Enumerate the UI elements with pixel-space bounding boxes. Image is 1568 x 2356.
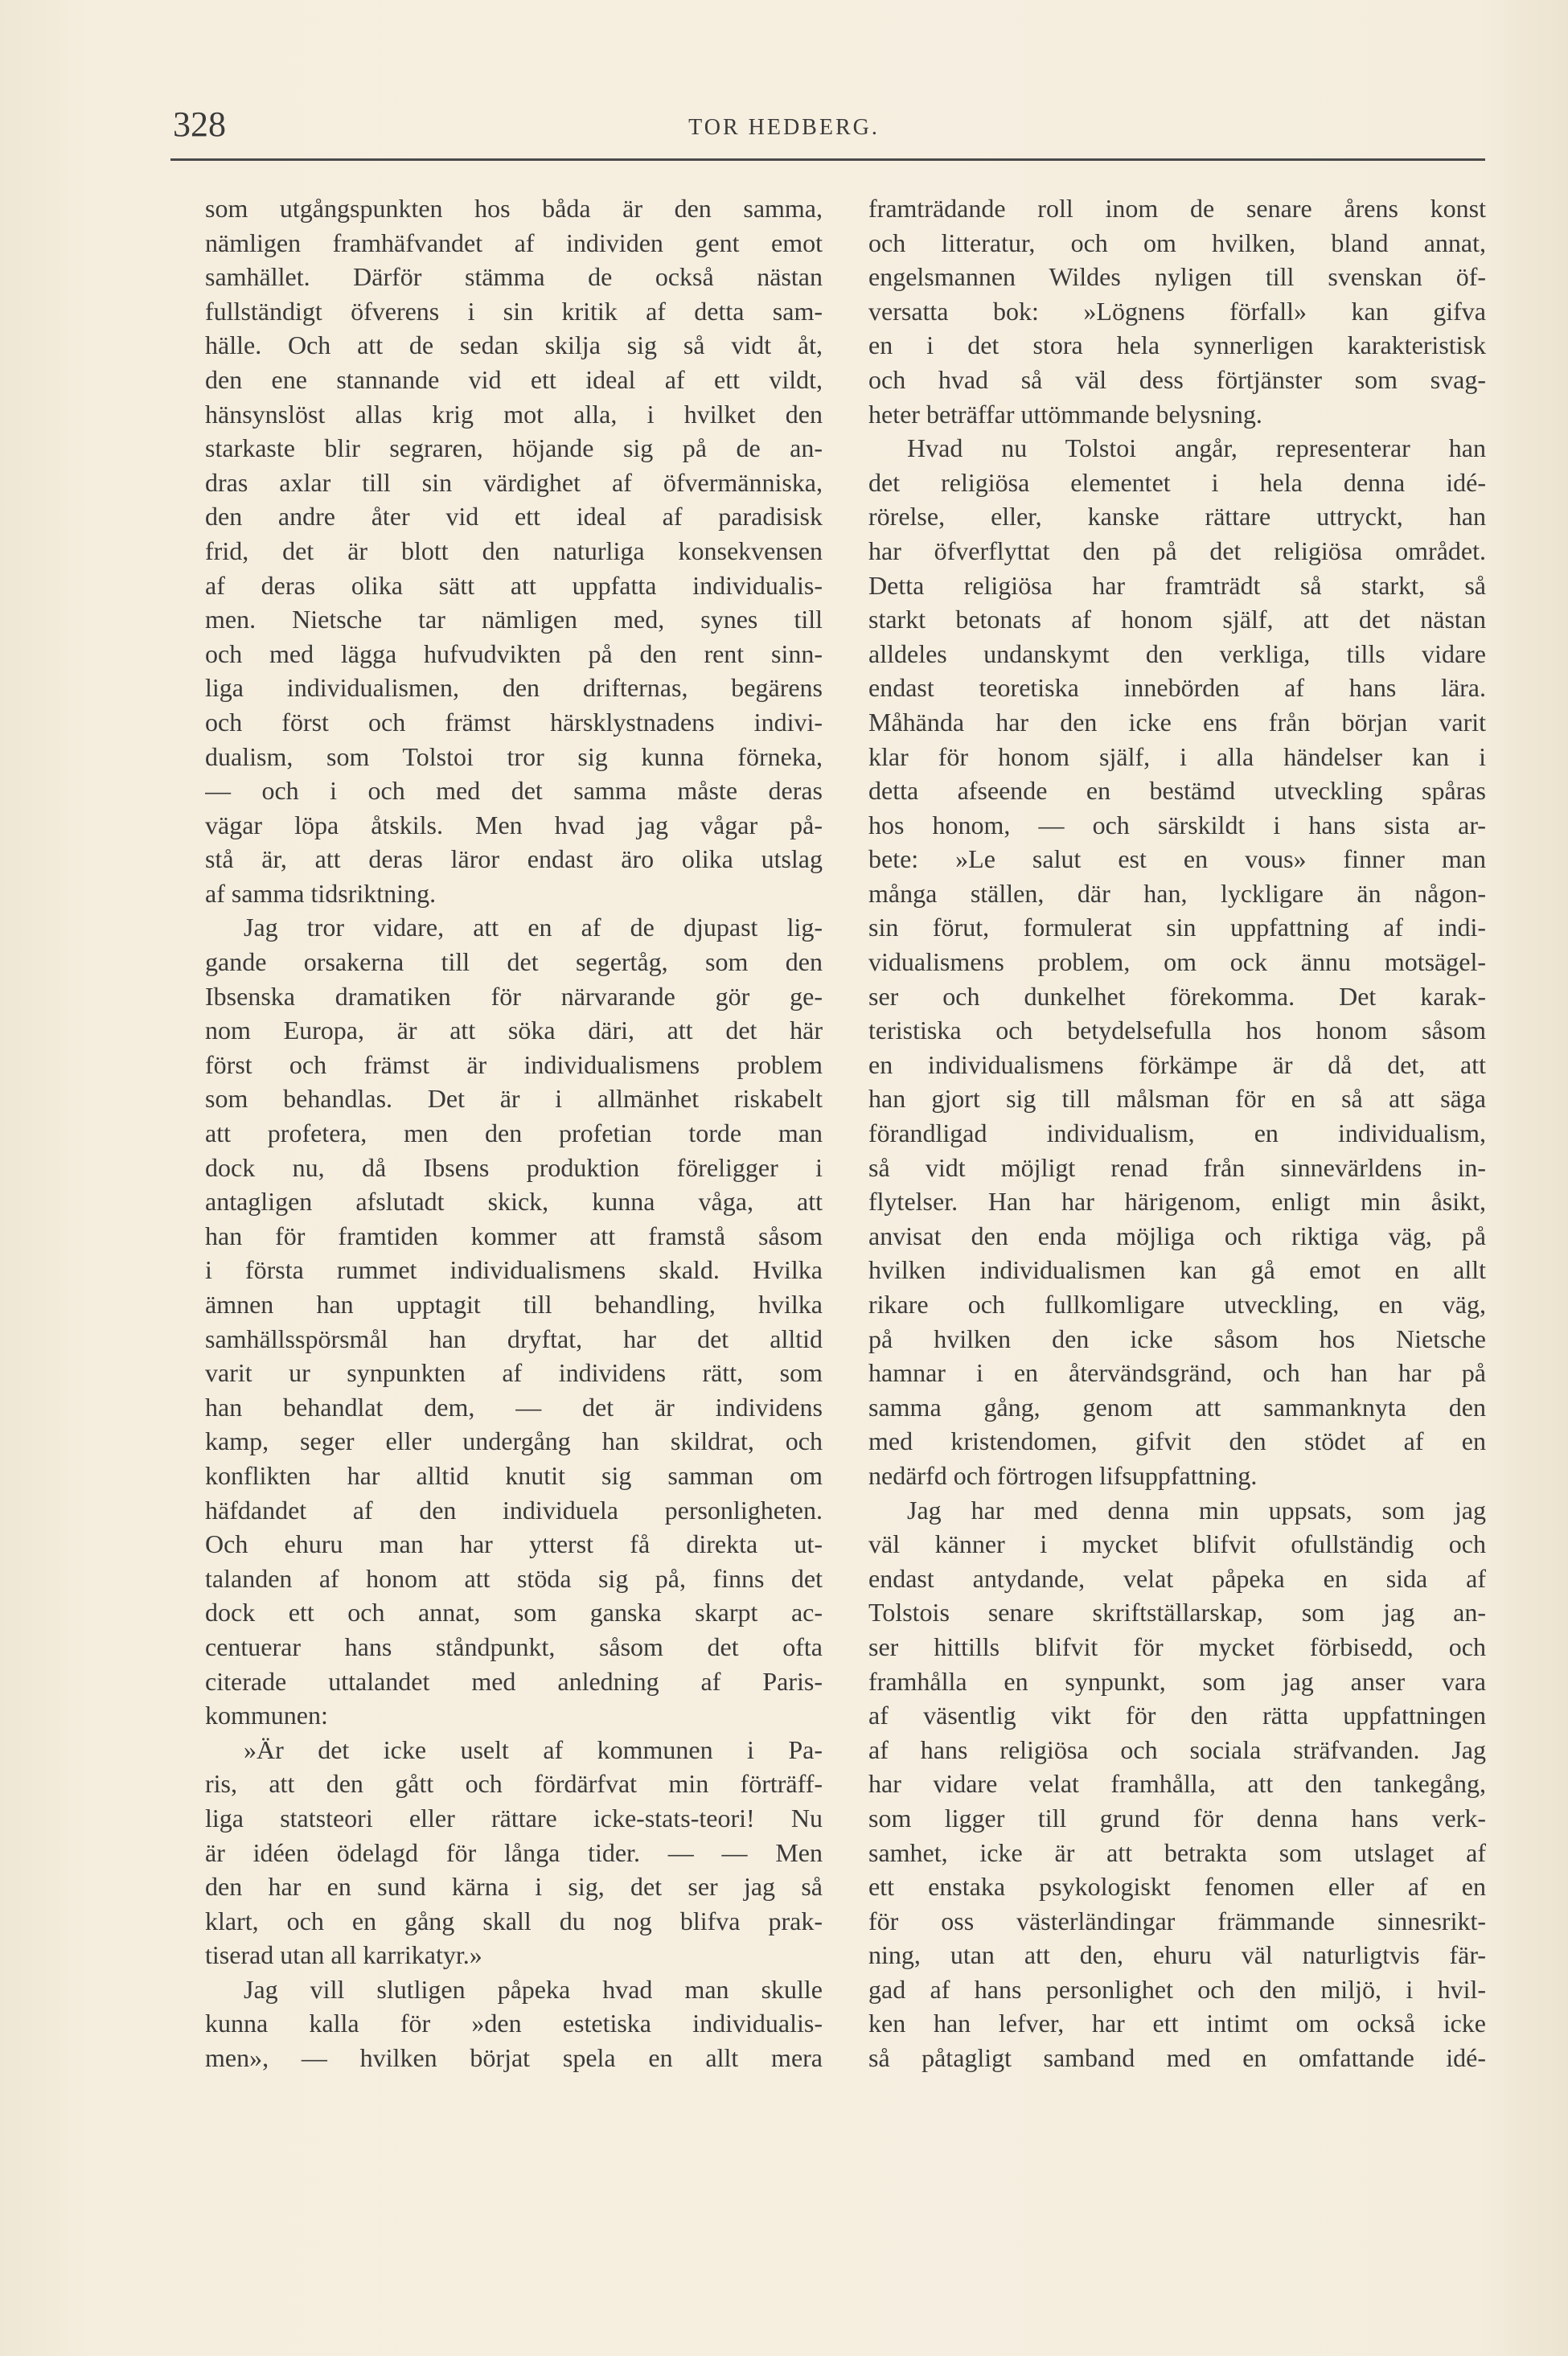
text-line: af deras olika sätt att uppfatta individualis-: [205, 570, 823, 600]
page-number: 328: [173, 105, 226, 144]
text-line: klar för honom själf, i alla händelser kan i: [868, 741, 1486, 771]
text-line: samhet, icke är att betrakta som utslaget af: [868, 1837, 1486, 1867]
text-line: Jag har med denna min uppsats, som jag: [907, 1495, 1486, 1525]
text-line: starkt betonats af honom själf, att det nästan: [868, 605, 1486, 634]
text-line: ämnen han upptagit till behandling, hvilka: [205, 1290, 823, 1319]
text-line: kunna kalla för »den estetiska individualis-: [205, 2009, 823, 2038]
text-line: väl känner i mycket blifvit ofullständig och: [868, 1529, 1486, 1559]
text-line: har öfverflyttat den på det religiösa området.: [868, 536, 1486, 565]
text-line: ris, att den gått och fördärfvat min förträff-: [205, 1769, 823, 1799]
text-line: starkaste blir segraren, höjande sig på de an-: [205, 433, 823, 463]
text-line: samma gång, genom att sammanknyta den: [868, 1392, 1486, 1422]
text-line: hamnar i en återvändsgränd, och han har på: [868, 1358, 1486, 1388]
text-line: han gjort sig till målsman för en så att säga: [868, 1084, 1486, 1114]
text-line: Jag vill slutligen påpeka hvad man skulle: [244, 1974, 823, 2004]
text-line: nom Europa, är att söka däri, att det här: [205, 1016, 823, 1045]
text-line: en individualismens förkämpe är då det, att: [868, 1049, 1486, 1079]
text-line: hälle. Och att de sedan skilja sig så vidt åt,: [205, 330, 823, 360]
text-line: den andre åter vid ett ideal af paradisisk: [205, 502, 823, 532]
text-line: engelsmannen Wildes nyligen till svenskan öf-: [868, 262, 1486, 292]
text-line: vidualismens problem, om ock ännu motsägel-: [868, 947, 1486, 977]
text-line: »Är det icke uselt af kommunen i Pa-: [244, 1734, 823, 1764]
text-line: bete: »Le salut est en vous» finner man: [868, 844, 1486, 874]
text-line: endast antydande, velat påpeka en sida af: [868, 1563, 1486, 1593]
text-line: att profetera, men den profetian torde man: [205, 1118, 823, 1148]
text-line: Och ehuru man har ytterst få direkta ut-: [205, 1529, 823, 1559]
text-line: han behandlat dem, — det är individens: [205, 1392, 823, 1422]
right-text-column: [868, 191, 1486, 2075]
text-line: citerade uttalandet med anledning af Paris-: [205, 1666, 823, 1696]
text-line: häfdandet af den individuela personligheten.: [205, 1495, 823, 1525]
text-line: frid, det är blott den naturliga konsekvensen: [205, 536, 823, 565]
text-line: ser hittills blifvit för mycket förbisedd, och: [868, 1632, 1486, 1661]
text-line: dualism, som Tolstoi tror sig kunna förneka,: [205, 741, 823, 771]
text-line: anvisat den enda möjliga och riktiga väg, på: [868, 1221, 1486, 1250]
text-line: varit ur synpunkten af individens rätt, som: [205, 1358, 823, 1388]
text-line: framträdande roll inom de senare årens konst: [868, 194, 1486, 223]
text-line: dock ett och annat, som ganska skarpt ac-: [205, 1598, 823, 1627]
text-line: af väsentlig vikt för den rätta uppfattningen: [868, 1701, 1486, 1730]
text-line: dras axlar till sin värdighet af öfvermänniska,: [205, 467, 823, 497]
text-line: liga statsteori eller rättare icke-stats-teori! Nu: [205, 1803, 823, 1833]
text-line: klart, och en gång skall du nog blifva prak-: [205, 1906, 823, 1935]
text-line: nämligen framhäfvandet af individen gent emot: [205, 228, 823, 257]
text-line: alldeles undanskymt den verkliga, tills vidare: [868, 638, 1486, 668]
text-line: versatta bok: »Lögnens förfall» kan gifva: [868, 296, 1486, 326]
text-line: har vidare velat framhålla, att den tankegång,: [868, 1769, 1486, 1799]
text-line: och litteratur, och om hvilken, bland annat,: [868, 228, 1486, 257]
text-line: stå är, att deras läror endast äro olika utslag: [205, 844, 823, 874]
text-line: så påtagligt samband med en omfattande idé-: [868, 2043, 1486, 2073]
text-line: rörelse, eller, kanske rättare uttryckt, han: [868, 502, 1486, 532]
text-line: af samma tidsriktning.: [205, 878, 437, 908]
text-line: förandligad individualism, en individualism,: [868, 1118, 1486, 1148]
text-line: gad af hans personlighet och den miljö, i hvil-: [868, 1974, 1486, 2004]
text-line: framhålla en synpunkt, som jag anser vara: [868, 1666, 1486, 1696]
text-line: han för framtiden kommer att framstå såsom: [205, 1221, 823, 1250]
text-line: dock nu, då Ibsens produktion föreligger i: [205, 1152, 823, 1182]
text-line: talanden af honom att stöda sig på, finns det: [205, 1563, 823, 1593]
text-line: hvilken individualismen kan gå emot en allt: [868, 1255, 1486, 1285]
text-line: af hans religiösa och sociala sträfvanden. Jag: [868, 1734, 1486, 1764]
text-line: ning, utan att den, ehuru väl naturligtvis fär-: [868, 1940, 1486, 1970]
text-line: på hvilken den icke såsom hos Nietsche: [868, 1324, 1486, 1353]
text-line: den har en sund kärna i sig, det ser jag så: [205, 1872, 823, 1902]
text-line: som utgångspunkten hos båda är den samma,: [205, 194, 823, 223]
text-line: kommunen:: [205, 1701, 328, 1730]
text-line: först och främst är individualismens problem: [205, 1049, 823, 1079]
text-line: Jag tror vidare, att en af de djupast lig-: [244, 913, 823, 942]
text-line: liga individualismen, den drifternas, begärens: [205, 673, 823, 703]
text-line: i första rummet individualismens skald. Hvilka: [205, 1255, 823, 1285]
text-line: sin förut, formulerat sin uppfattning af indi-: [868, 913, 1486, 942]
text-line: Detta religiösa har framträdt så starkt, så: [868, 570, 1486, 600]
text-line: och först och främst härsklystnadens indivi-: [205, 707, 823, 737]
text-line: hos honom, — och särskildt i hans sista ar-: [868, 810, 1486, 839]
text-line: Måhända har den icke ens från början varit: [868, 707, 1486, 737]
text-line: flytelser. Han har härigenom, enligt min åsikt,: [868, 1187, 1486, 1217]
text-line: heter beträffar uttömmande belysning.: [868, 399, 1262, 429]
text-line: ken han lefver, har ett intimt om också icke: [868, 2009, 1486, 2038]
text-line: kamp, seger eller undergång han skildrat, och: [205, 1426, 823, 1456]
text-line: för oss västerländingar främmande sinnesrikt-: [868, 1906, 1486, 1935]
text-line: så vidt möjligt renad från sinnevärldens in-: [868, 1152, 1486, 1182]
text-line: Hvad nu Tolstoi angår, representerar han: [907, 433, 1486, 463]
text-line: och med lägga hufvudvikten på den rent sinn-: [205, 638, 823, 668]
left-text-column: [205, 191, 823, 2075]
text-line: samhället. Därför stämma de också nästan: [205, 262, 823, 292]
text-line: endast teoretiska innebörden af hans lära.: [868, 673, 1486, 703]
text-line: rikare och fullkomligare utveckling, en väg,: [868, 1290, 1486, 1319]
text-line: centuerar hans ståndpunkt, såsom det ofta: [205, 1632, 823, 1661]
text-line: detta afseende en bestämd utveckling spåras: [868, 776, 1486, 806]
text-line: många ställen, där han, lyckligare än någon-: [868, 878, 1486, 908]
text-line: vägar löpa åtskils. Men hvad jag vågar på-: [205, 810, 823, 839]
text-line: — och i och med det samma måste deras: [205, 776, 823, 806]
text-line: gande orsakerna till det segertåg, som den: [205, 947, 823, 977]
text-line: som ligger till grund för denna hans verk-: [868, 1803, 1486, 1833]
text-line: ett enstaka psykologiskt fenomen eller af en: [868, 1872, 1486, 1902]
text-line: den ene stannande vid ett ideal af ett vildt,: [205, 364, 823, 394]
text-line: hänsynslöst allas krig mot alla, i hvilket den: [205, 399, 823, 429]
text-line: Tolstois senare skriftställarskap, som jag an-: [868, 1598, 1486, 1627]
text-line: ser och dunkelhet förekomma. Det karak-: [868, 981, 1486, 1011]
text-line: antagligen afslutadt skick, kunna våga, att: [205, 1187, 823, 1217]
text-line: med kristendomen, gifvit den stödet af en: [868, 1426, 1486, 1456]
text-line: och hvad så väl dess förtjänster som svag-: [868, 364, 1486, 394]
running-head: TOR HEDBERG.: [688, 115, 880, 140]
header-rule: [170, 158, 1485, 161]
text-line: nedärfd och förtrogen lifsuppfattning.: [868, 1460, 1258, 1490]
text-line: är idéen ödelagd för långa tider. — — Men: [205, 1837, 823, 1867]
text-line: som behandlas. Det är i allmänhet riskabelt: [205, 1084, 823, 1114]
text-line: men. Nietsche tar nämligen med, synes till: [205, 605, 823, 634]
text-line: tiserad utan all karrikatyr.»: [205, 1940, 482, 1970]
text-line: Ibsenska dramatiken för närvarande gör ge-: [205, 981, 823, 1011]
text-line: samhällsspörsmål han dryftat, har det alltid: [205, 1324, 823, 1353]
text-line: en i det stora hela synnerligen karakteristisk: [868, 330, 1486, 360]
text-line: teristiska och betydelsefulla hos honom såsom: [868, 1016, 1486, 1045]
text-line: fullständigt öfverens i sin kritik af detta sam-: [205, 296, 823, 326]
text-line: det religiösa elementet i hela denna idé-: [868, 467, 1486, 497]
text-line: men», — hvilken börjat spela en allt mera: [205, 2043, 823, 2073]
text-line: konflikten har alltid knutit sig samman om: [205, 1460, 823, 1490]
